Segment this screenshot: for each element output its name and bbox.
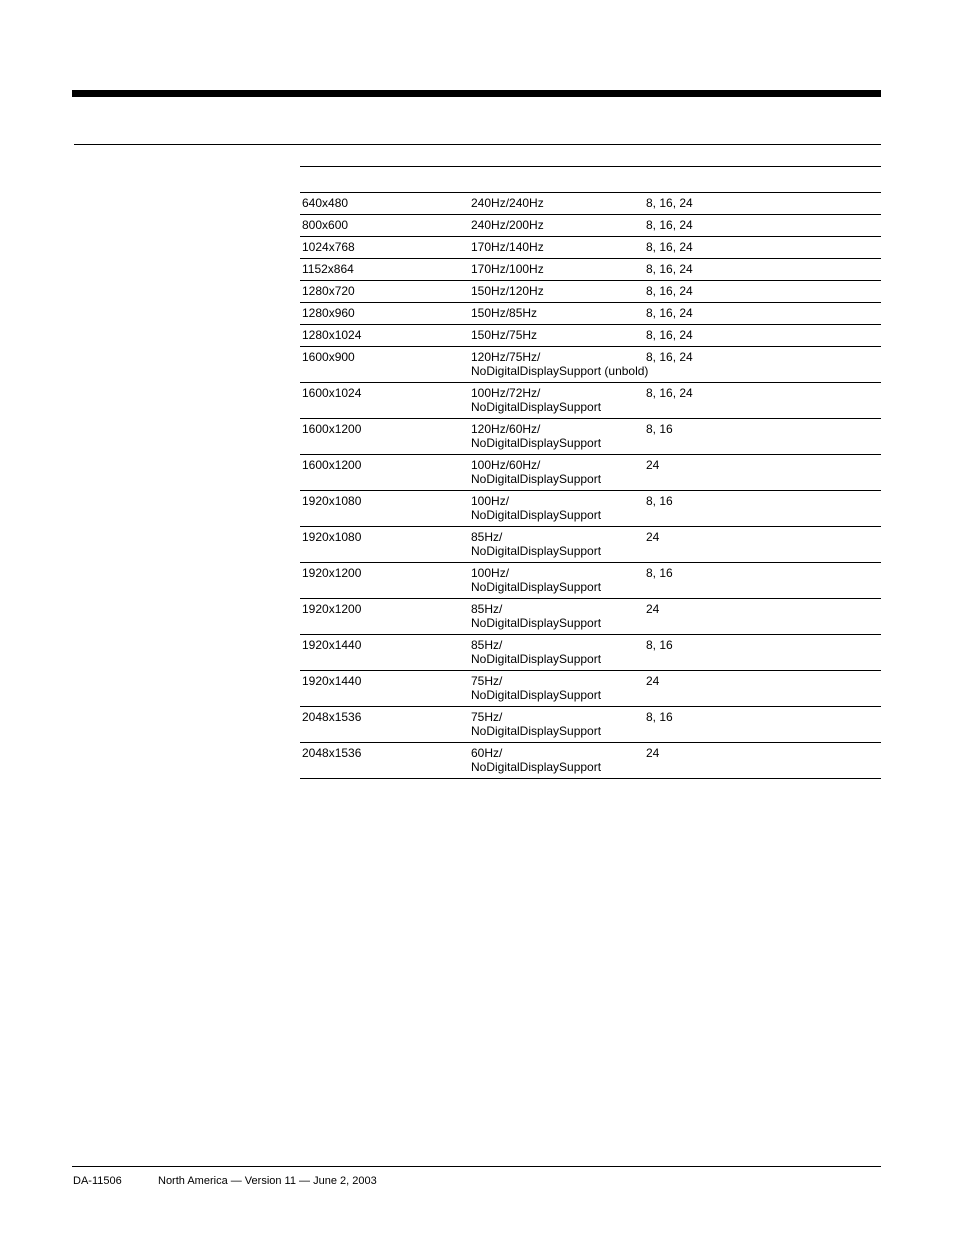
refresh-rate-cell [471, 602, 601, 630]
color-depth-cell: 8, 16, 24 [646, 262, 693, 276]
color-depth-cell: 24 [646, 746, 660, 760]
refresh-rate-line: 170Hz/100Hz [471, 262, 544, 276]
color-depth-cell: 8, 16, 24 [646, 328, 693, 342]
table-row [300, 281, 881, 303]
refresh-rate-cell [471, 494, 601, 522]
resolution-cell: 1280x1024 [302, 328, 362, 342]
table-row [300, 419, 881, 455]
table-row [300, 383, 881, 419]
refresh-rate-line: 240Hz/200Hz [471, 218, 544, 232]
refresh-rate-line: NoDigitalDisplaySupport [471, 652, 602, 666]
color-depth-cell: 8, 16, 24 [646, 196, 693, 210]
color-depth-cell: 24 [646, 458, 660, 472]
resolution-cell: 1920x1200 [302, 602, 362, 616]
display-modes-table [300, 166, 881, 779]
refresh-rate-cell [471, 746, 601, 774]
resolution-cell: 1600x1024 [302, 386, 362, 400]
refresh-rate-line: 100Hz/ [471, 494, 510, 508]
refresh-rate-cell [471, 306, 537, 320]
refresh-rate-line: 75Hz/ [471, 710, 503, 724]
table-row [300, 599, 881, 635]
refresh-rate-cell [471, 530, 601, 558]
table-row [300, 193, 881, 215]
color-depth-cell: 8, 16 [646, 638, 673, 652]
refresh-rate-cell [471, 218, 544, 232]
refresh-rate-cell [471, 284, 544, 298]
table-header-row [300, 166, 881, 193]
table-row [300, 303, 881, 325]
refresh-rate-line: NoDigitalDisplaySupport [471, 760, 602, 774]
refresh-rate-line: NoDigitalDisplaySupport [471, 580, 602, 594]
resolution-cell: 1600x900 [302, 350, 355, 364]
table-row [300, 455, 881, 491]
refresh-rate-line: 120Hz/60Hz/ [471, 422, 541, 436]
refresh-rate-line: 85Hz/ [471, 530, 503, 544]
color-depth-cell: 8, 16, 24 [646, 306, 693, 320]
color-depth-cell: 24 [646, 602, 660, 616]
resolution-cell: 1920x1080 [302, 494, 362, 508]
refresh-rate-line: 100Hz/72Hz/ [471, 386, 541, 400]
resolution-cell: 1600x1200 [302, 422, 362, 436]
refresh-rate-cell [471, 386, 601, 414]
refresh-rate-line: NoDigitalDisplaySupport [471, 436, 602, 450]
resolution-cell: 640x480 [302, 196, 349, 210]
refresh-rate-line: NoDigitalDisplaySupport [471, 508, 602, 522]
resolution-cell: 1152x864 [302, 262, 354, 276]
top-rule [72, 90, 881, 97]
table-row [300, 671, 881, 707]
refresh-rate-cell [471, 710, 601, 738]
refresh-rate-line: NoDigitalDisplaySupport [471, 724, 602, 738]
refresh-rate-line: 75Hz/ [471, 674, 503, 688]
color-depth-cell: 8, 16 [646, 422, 673, 436]
table-body [300, 193, 881, 779]
table-row [300, 635, 881, 671]
color-depth-cell: 24 [646, 674, 660, 688]
refresh-rate-line: NoDigitalDisplaySupport [471, 400, 602, 414]
refresh-rate-cell [471, 328, 537, 342]
footer-rule [72, 1166, 881, 1167]
refresh-rate-line: 150Hz/120Hz [471, 284, 544, 298]
table-row [300, 237, 881, 259]
color-depth-cell: 8, 16 [646, 494, 673, 508]
refresh-rate-line: 60Hz/ [471, 746, 503, 760]
refresh-rate-line: 150Hz/85Hz [471, 306, 538, 320]
color-depth-cell: 8, 16, 24 [646, 386, 693, 400]
resolution-cell: 1280x720 [302, 284, 355, 298]
refresh-rate-cell [471, 350, 648, 378]
refresh-rate-cell [471, 458, 601, 486]
table-row [300, 563, 881, 599]
table-row [300, 527, 881, 563]
table-row [300, 325, 881, 347]
table-row [300, 743, 881, 779]
refresh-rate-cell [471, 262, 544, 276]
color-depth-cell: 8, 16 [646, 710, 673, 724]
resolution-cell: 1920x1200 [302, 566, 362, 580]
table-row [300, 347, 881, 383]
table-row [300, 259, 881, 281]
resolution-cell: 2048x1536 [302, 746, 362, 760]
refresh-rate-cell [471, 674, 601, 702]
refresh-rate-line: NoDigitalDisplaySupport [471, 544, 602, 558]
resolution-cell: 2048x1536 [302, 710, 362, 724]
resolution-cell: 1920x1440 [302, 638, 362, 652]
footer-version: North America — Version 11 — June 2, 2003 [158, 1175, 377, 1187]
table-row [300, 707, 881, 743]
color-depth-cell: 8, 16, 24 [646, 218, 693, 232]
refresh-rate-cell [471, 196, 544, 210]
color-depth-cell: 8, 16, 24 [646, 350, 693, 364]
color-depth-cell: 8, 16, 24 [646, 240, 693, 254]
section-rule [74, 144, 881, 145]
refresh-rate-line: NoDigitalDisplaySupport [471, 472, 602, 486]
refresh-rate-line: NoDigitalDisplaySupport [471, 688, 602, 702]
refresh-rate-line: NoDigitalDisplaySupport [471, 616, 602, 630]
table-row [300, 491, 881, 527]
refresh-rate-line: NoDigitalDisplaySupport (unbold) [471, 364, 649, 378]
refresh-rate-line: 240Hz/240Hz [471, 196, 544, 210]
resolution-cell: 1280x960 [302, 306, 355, 320]
resolution-cell: 1024x768 [302, 240, 355, 254]
resolution-cell: 1920x1440 [302, 674, 362, 688]
refresh-rate-line: 100Hz/ [471, 566, 510, 580]
refresh-rate-line: 170Hz/140Hz [471, 240, 544, 254]
refresh-rate-cell [471, 638, 601, 666]
color-depth-cell: 8, 16, 24 [646, 284, 693, 298]
table-row [300, 215, 881, 237]
resolution-cell: 800x600 [302, 218, 349, 232]
resolution-cell: 1600x1200 [302, 458, 362, 472]
refresh-rate-line: 120Hz/75Hz/ [471, 350, 541, 364]
refresh-rate-cell [471, 566, 601, 594]
footer-doc-id: DA-11506 [73, 1175, 122, 1187]
refresh-rate-line: 150Hz/75Hz [471, 328, 538, 342]
refresh-rate-line: 85Hz/ [471, 638, 503, 652]
refresh-rate-cell [471, 422, 601, 450]
refresh-rate-line: 100Hz/60Hz/ [471, 458, 541, 472]
refresh-rate-line: 85Hz/ [471, 602, 503, 616]
color-depth-cell: 8, 16 [646, 566, 673, 580]
color-depth-cell: 24 [646, 530, 660, 544]
resolution-cell: 1920x1080 [302, 530, 362, 544]
refresh-rate-cell [471, 240, 544, 254]
